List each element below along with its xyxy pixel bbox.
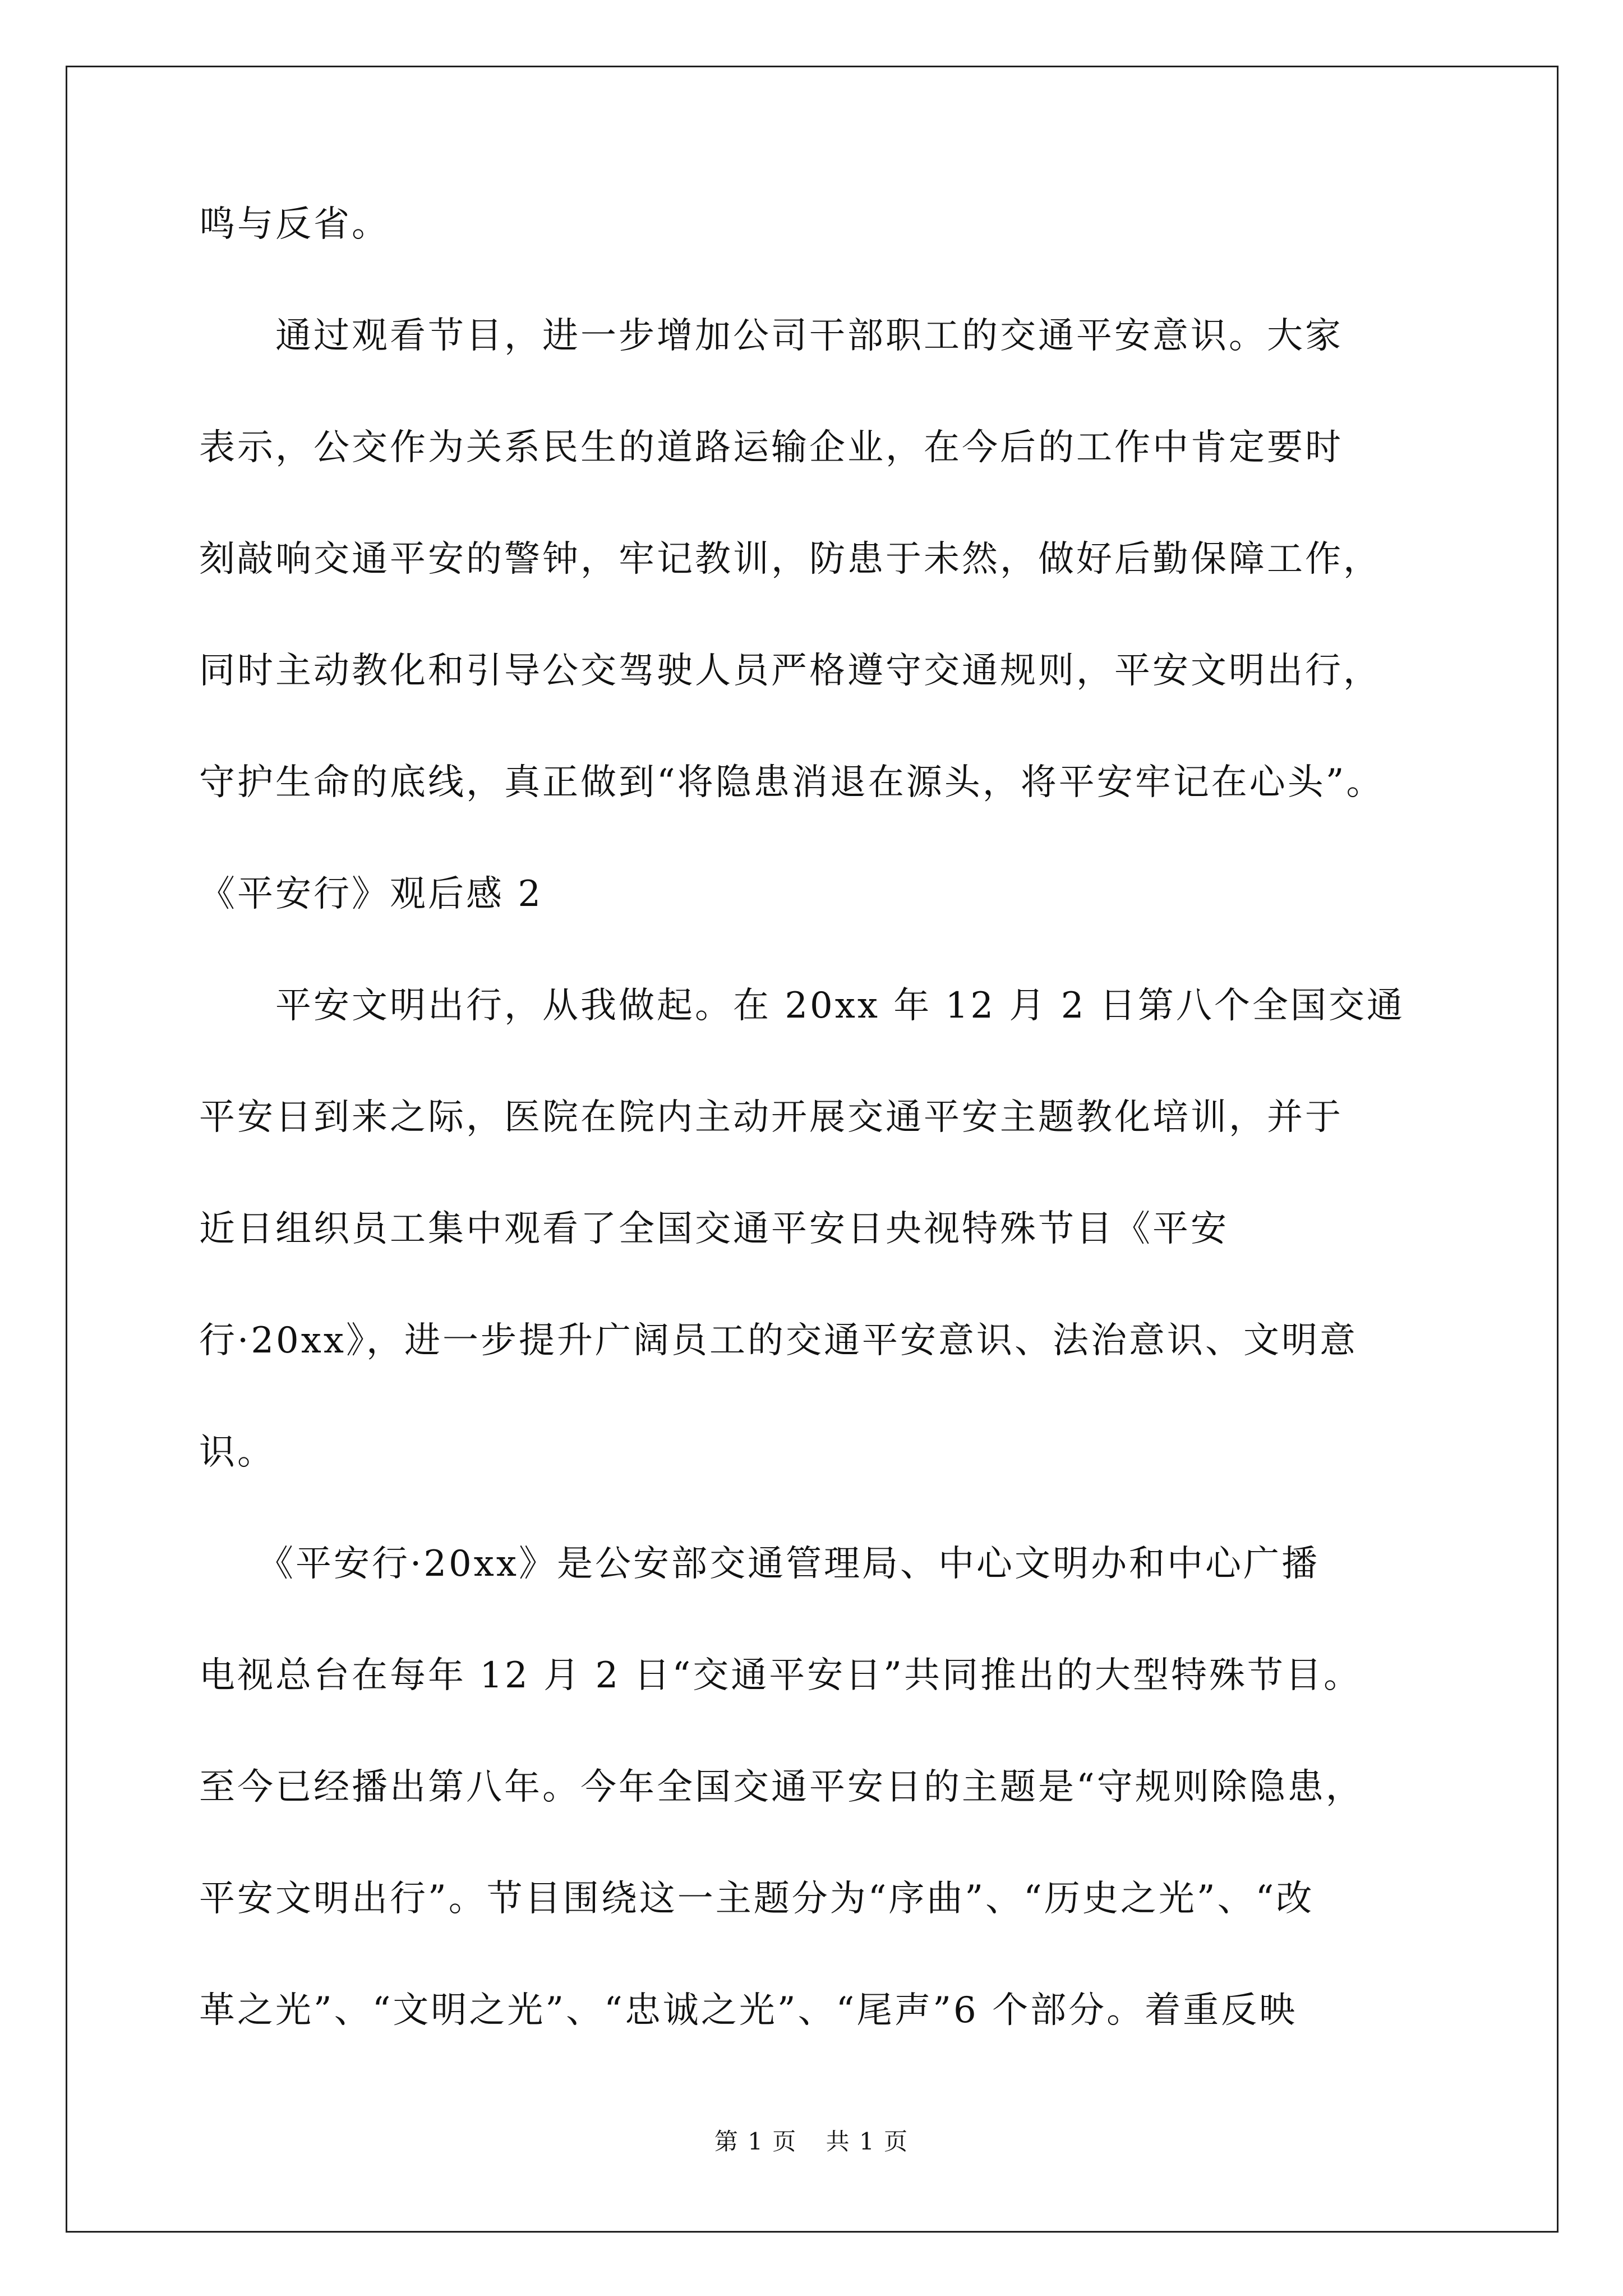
section-heading: 《平安行》观后感 2: [199, 873, 543, 915]
text-line: 平安文明出行”。节目围绕这一主题分为“序曲”、“历史之光”、“改: [199, 1878, 1315, 1920]
page-total: 共 1 页: [826, 2128, 909, 2155]
text-line: 近日组织员工集中观看了全国交通平安日央视特殊节目《平安: [199, 1208, 1229, 1250]
page-number: 第 1 页: [714, 2128, 797, 2155]
text-line: 通过观看节目，进一步增加公司干部职工的交通平安意识。大家: [199, 315, 1343, 357]
text-line: 同时主动教化和引导公交驾驶人员严格遵守交通规则，平安文明出行，: [199, 650, 1381, 692]
text-line: 刻敲响交通平安的警钟，牢记教训，防患于未然，做好后勤保障工作，: [199, 539, 1381, 580]
page-footer: [0, 2126, 1623, 2157]
text-line: 鸣与反省。: [199, 204, 390, 245]
text-line: 平安文明出行，从我做起。在 20xx 年 12 月 2 日第八个全国交通: [199, 985, 1405, 1027]
text-line: 电视总台在每年 12 月 2 日“交通平安日”共同推出的大型特殊节目。: [199, 1655, 1362, 1696]
text-line: 行·20xx》，进一步提升广阔员工的交通平安意识、法治意识、文明意: [199, 1320, 1358, 1361]
text-line: 识。: [199, 1432, 275, 1473]
text-line: 至今已经播出第八年。今年全国交通平安日的主题是“守规则除隐患，: [199, 1766, 1364, 1808]
text-line: 革之光”、“文明之光”、“忠诚之光”、“尾声”6 个部分。着重反映: [199, 1990, 1298, 2031]
text-line: 平安日到来之际，医院在院内主动开展交通平安主题教化培训，并于: [199, 1097, 1343, 1138]
text-line: 《平安行·20xx》是公安部交通管理局、中心文明办和中心广播: [199, 1543, 1320, 1585]
text-line: 表示，公交作为关系民生的道路运输企业，在今后的工作中肯定要时: [199, 427, 1343, 468]
text-line: 守护生命的底线，真正做到“将隐患消退在源头，将平安牢记在心头”。: [199, 762, 1385, 803]
